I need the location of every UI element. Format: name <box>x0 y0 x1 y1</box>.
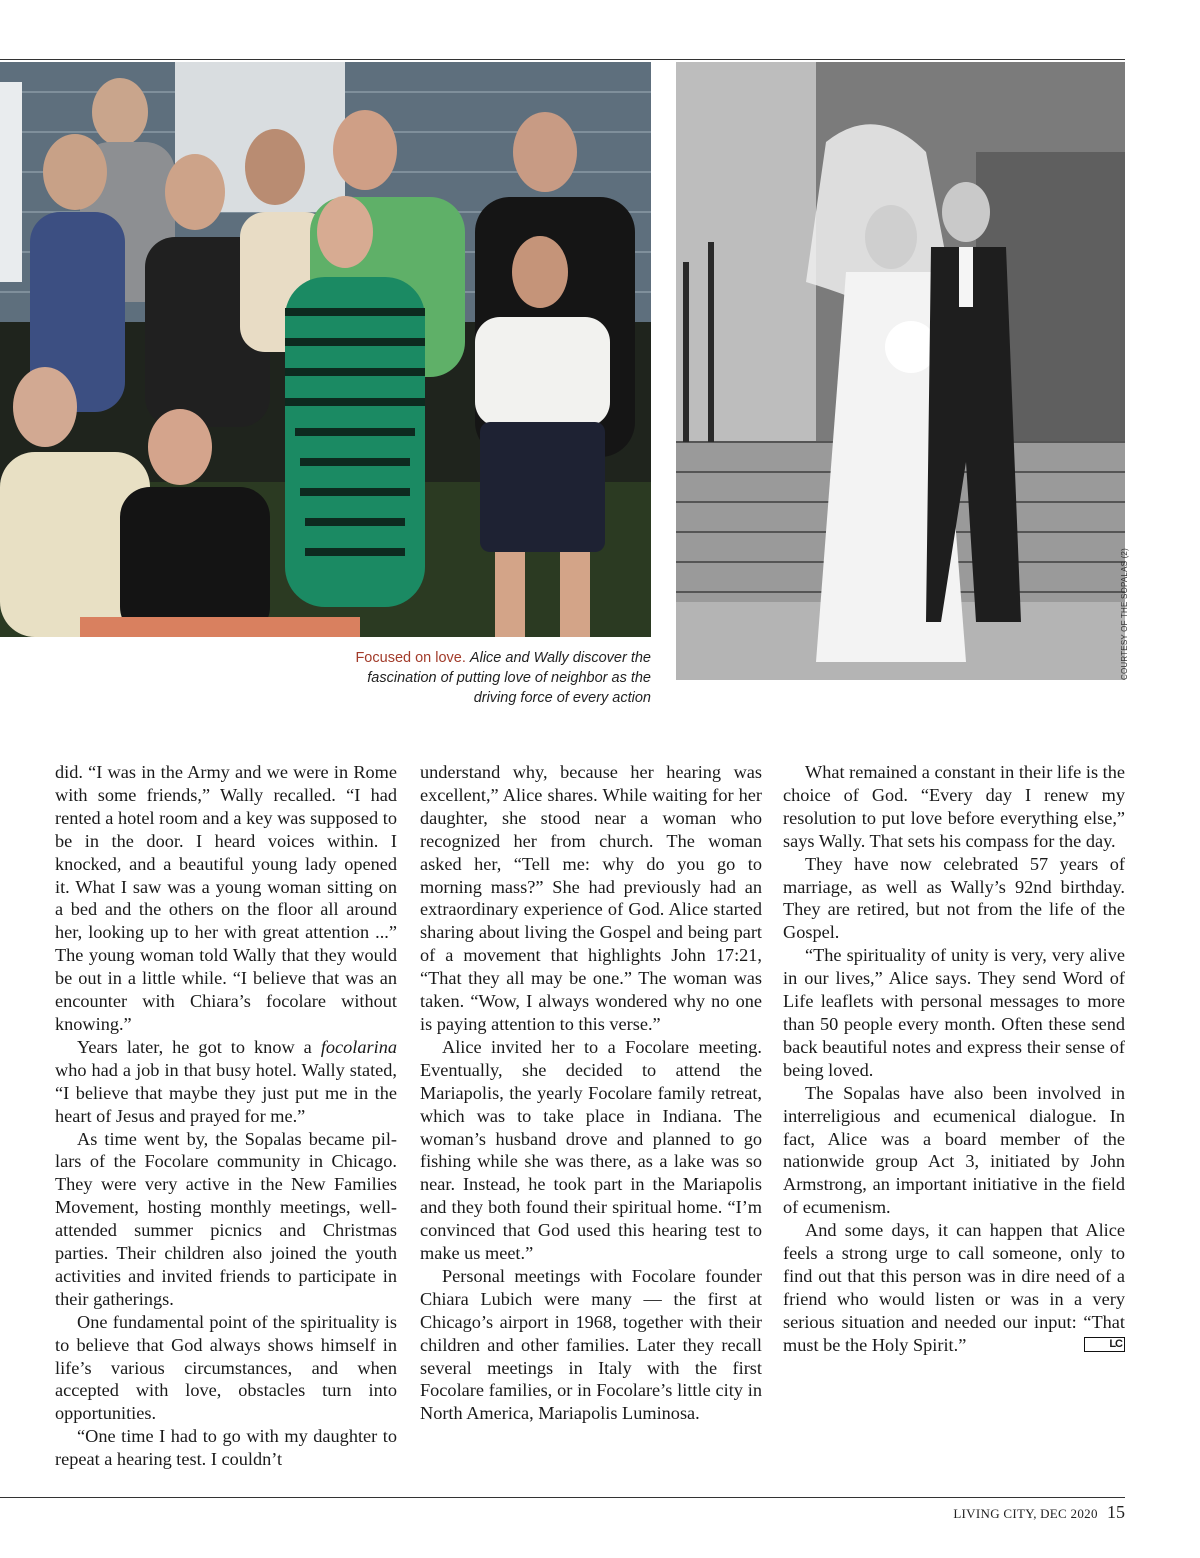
paragraph-text: Years later, he got to know a <box>77 1036 321 1057</box>
paragraph <box>55 1036 397 1128</box>
page-number: 15 <box>1107 1502 1125 1522</box>
wedding-photo-illustration <box>676 62 1125 680</box>
text-column-2 <box>420 761 762 1425</box>
photo-caption <box>321 648 651 708</box>
bottom-rule <box>0 1497 1125 1498</box>
paragraph-text: who had a job in that busy hotel. Wally stated, “I believe that maybe they just put me in the heart of Jesus and prayed for me.” <box>55 1059 397 1126</box>
group-photo <box>0 62 651 637</box>
paragraph: Personal meetings with Focolare founder Chiara Lubich were many — the first at Chicago’s airport in 1968, together with their children and other families. Later they recall several meetings in Italy with the first Focolare families, or in Focolare’s little city in North America, Mariapolis Luminosa. <box>420 1265 762 1424</box>
caption-body: Alice and Wally discover the fascination of putting love of neighbor as the driving force of every action <box>367 650 651 706</box>
text-column-1 <box>55 761 397 1471</box>
paragraph: They have now celebrated 57 years of marriage, as well as Wally’s 92nd birthday. They are retired, but not from the life of the Gospel. <box>783 853 1125 943</box>
group-photo-illustration <box>0 62 651 637</box>
paragraph: The Sopalas have also been involved in interreligious and ecumenical dialogue. In fact, Alice was a board member of the nationwide group Act 3, initiated by John Armstrong, an important initiative in the field of ecumenism. <box>783 1082 1125 1218</box>
paragraph: did. “I was in the Army and we were in Rome with some friends,” Wally recalled. “I had rented a hotel room and a key was supposed to be in the door. I heard voices within. I knocked, and a beautiful young lady opened it. What I saw was a young woman sitting on a bed and the others on the floor all around her, looking up to her with great attention ...” The young woman told Wally that they would be out in a little while. “I believe that was an encounter with Chiara’s focolare without knowing.” <box>55 762 397 1034</box>
text-column-3 <box>783 761 1125 1357</box>
italic-term: focolarina <box>320 1036 397 1057</box>
paragraph: understand why, because her hearing was excellent,” Alice shares. While waiting for her daughter, she stood near a woman who recognized her from church. The woman asked her, “Tell me: why do you go to morning mass?” She had previously had an extraordinary experience of God. Alice started sharing about living the Gospel and being part of a movement that highlights John 17:21, “That they all may be one.” The woman was taken. “Wow, I always wondered why no one is paying attention to this verse.” <box>420 762 762 1034</box>
paragraph: As time went by, the Sopalas became pillars of the Focolare community in Chicago. They were very active in the New Families Movement, hosting monthly meetings, well-attended summer picnics and Christmas parties. Their children also joined the youth activities and invited friends to participate in their gatherings. <box>55 1128 397 1309</box>
issue-date: DEC 2020 <box>1040 1506 1098 1521</box>
paragraph: Alice invited her to a Focolare meeting. Eventually, she decided to attend the Mariapolis, the yearly Focolare family retreat, which was to take place in Indiana. The woman’s husband drove and planned to go fishing while she was there, as a lake was so near. Instead, he took part in the Mariapolis and they both found their spiritual home. “I’m convinced that God used this hearing test to make us meet.” <box>420 1036 762 1264</box>
paragraph: One fundamental point of the spirituality is to believe that God always shows himself in life’s various circumstances, and when accepted with love, obstacles turn into opportunities. <box>55 1311 397 1424</box>
paragraph: “The spirituality of unity is very, very alive in our lives,” Alice says. They send Word of Life leaflets with personal messages to more than 50 people every month. Often these send back beautiful notes and express their sense of being loved. <box>783 945 1125 1080</box>
paragraph-text: And some days, it can happen that Alice feels a strong urge to call someone, only to find out that this person was in dire need of a friend who would listen or was in a very serious situation and needed our input: “That must be the Holy Spirit.” <box>783 1220 1125 1355</box>
wedding-photo <box>676 62 1125 680</box>
caption-headline: Focused on love. <box>355 650 466 666</box>
paragraph: “One time I had to go with my daughter to repeat a hearing test. I couldn’t <box>55 1426 397 1470</box>
paragraph <box>783 1219 1125 1356</box>
end-mark-logo: LC <box>1084 1337 1125 1352</box>
page-footer <box>953 1502 1125 1523</box>
publication-name: LIVING CITY, <box>953 1506 1037 1521</box>
photo-credit: COURTESY OF THE SOPALAS (2) <box>1120 548 1129 680</box>
top-rule <box>0 59 1125 60</box>
paragraph: What remained a constant in their life is the choice of God. “Every day I renew my resolution to put love before everything else,” says Wally. That sets his compass for the day. <box>783 762 1125 851</box>
